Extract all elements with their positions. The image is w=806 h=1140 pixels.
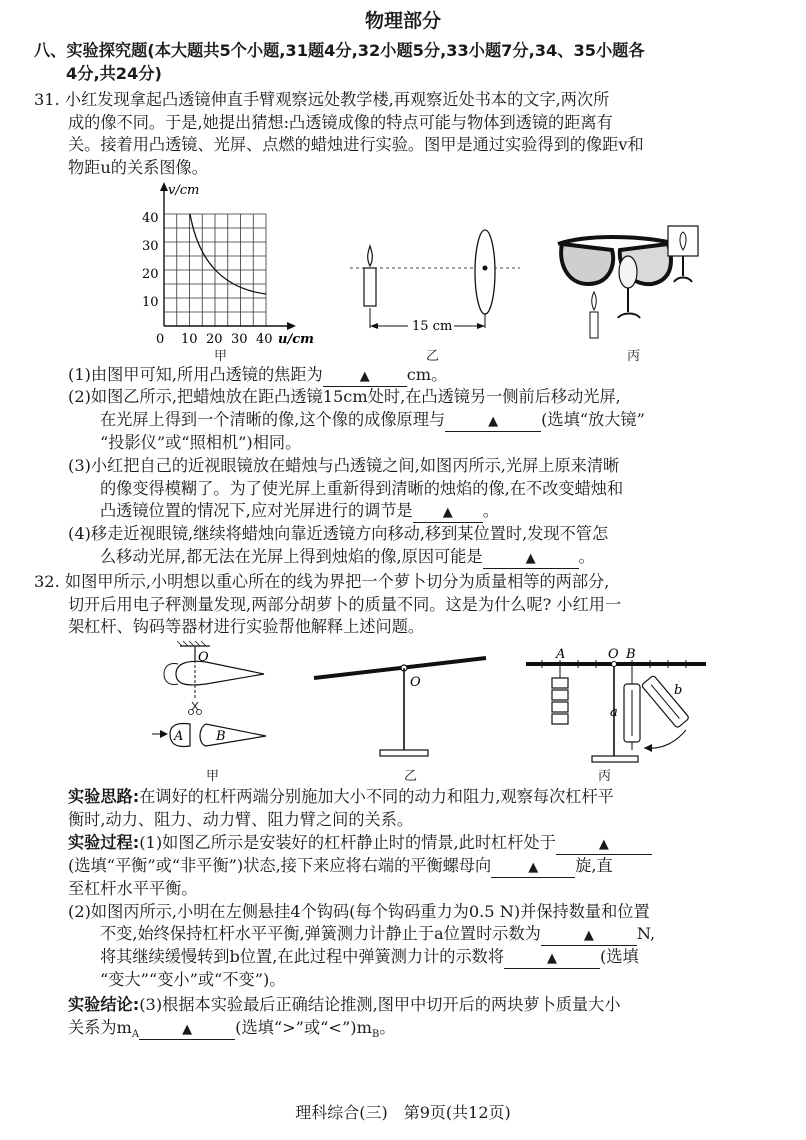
q32-conclusion: 实验结论:(3)根据本实验最后正确结论推测,图甲中切开后的两块萝卜质量大小 关系为$m_A$ ▲ (选填“>”或“$<”)m_B$。 — [68, 995, 621, 1040]
lens-small — [619, 256, 637, 288]
part-label-b: B — [216, 729, 226, 744]
hook-weights — [552, 678, 568, 724]
point-label-a: A — [556, 647, 566, 662]
x-tick-40: 40 — [256, 332, 273, 347]
figure-jia-vu-graph — [140, 180, 330, 350]
pivot-label-o: O — [198, 650, 209, 665]
part-label-a: A — [174, 729, 184, 744]
figure-yi-candle-lens — [350, 222, 530, 344]
q31-stem: 31. 小红发现拿起凸透镜伸直手臂观察远处教学楼,再观察近处书本的文字,两次所 成的像不同。于是,她提出猜想:凸透镜成像的特点可能与物体到透镜的距离有 关。接着用凸透镜、光屏、点燃的蜡烛进行实验。图甲是通过实验得到的像距v和 物距u的关系图像。 — [34, 90, 644, 177]
convex-lens — [475, 230, 495, 314]
candle-flame — [368, 246, 373, 266]
caption-bing: 丙 — [627, 349, 641, 364]
caption-jia: 甲 — [214, 349, 228, 364]
caption-jia: 甲 — [206, 769, 220, 784]
q31-part1: (1)由图甲可知,所用凸透镜的焦距为 ▲ cm。 — [68, 364, 788, 387]
scissors-icon — [192, 702, 198, 710]
candle-body — [364, 268, 376, 306]
q31-part4: (4)移走近视眼镜,继续将蜡烛向靠近透镜方向移动,移到某位置时,发现不管怎 么移动光屏,都无法在光屏上得到烛焰的像,原因可能是 ▲ 。 — [68, 523, 788, 569]
light-screen — [668, 226, 698, 256]
q32-thinking: 实验思路:在调好的杠杆两端分别施加大小不同的动力和阻力,观察每次杠杆平 衡时,动力、阻力、动力臂、阻力臂之间的关系。 — [68, 787, 614, 829]
x-tick-0: 0 — [156, 332, 165, 347]
y-tick-10: 10 — [142, 295, 159, 310]
caption-yi: 乙 — [426, 349, 440, 364]
figure-bing-glasses — [548, 214, 718, 344]
position-label-b: b — [674, 683, 683, 698]
q32-process: 实验过程:(1)如图乙所示是安装好的杠杆静止时的情景,此时杠杆处于 ▲ (选填“平衡”或“非平衡”)状态,接下来应将右端的平衡螺母向 ▲ 旋,直 至杠杆水平平衡。 (2)如图丙所示,小明在左侧悬挂4个钩码(每个钩码重力为0.5 N)并保持数量和位置 不变,始终保持杠杆水平平衡,弹簧测力计静止于a位置时示数为 ▲ N, 将其继续缓慢转到b位置,在此过程中弹簧测力计的示数将 ▲ (选填 “变大”“变小”或“不变”)。 — [68, 833, 656, 989]
pivot-label-o: O — [410, 675, 421, 690]
y-tick-20: 20 — [142, 267, 159, 282]
answer-blank[interactable]: ▲ — [445, 411, 541, 432]
carrot-part-b — [200, 724, 266, 746]
y-axis-label: v/cm — [168, 183, 200, 198]
figure-jia-carrot — [146, 640, 296, 760]
candle-body — [590, 312, 598, 338]
page-footer: 理科综合(三) 第9页(共12页) — [295, 1103, 511, 1122]
section-heading: 八、实验探究题(本大题共5个小题,31题4分,32小题5分,33小题7分,34、35小题各 4分,共24分) — [34, 41, 645, 83]
caption-bing: 丙 — [598, 769, 612, 784]
answer-blank[interactable]: ▲ — [491, 857, 575, 878]
candle-flame — [592, 292, 597, 310]
position-label-a: a — [610, 705, 618, 720]
x-axis-label: u/cm — [278, 332, 314, 347]
carrot-whole — [176, 661, 264, 685]
glasses-left-lens — [561, 244, 613, 284]
x-tick-30: 30 — [231, 332, 248, 347]
figure-bing-lever-scale — [522, 644, 712, 770]
q32-stem: 32. 如图甲所示,小明想以重心所在的线为界把一个萝卜切分为质量相等的两部分, 切开后用电子秤测量发现,两部分胡萝卜的质量不同。这是为什么呢? 小红用一 架杠杆、钩码等器材进行实验帮他解释上述问题。 — [34, 572, 622, 636]
pivot-label-o: O — [608, 647, 619, 662]
answer-blank[interactable]: ▲ — [323, 366, 407, 387]
q31-part2: (2)如图乙所示,把蜡烛放在距凸透镜15cm处时,在凸透镜另一侧前后移动光屏, 在光屏上得到一个清晰的像,这个像的成像原理与 ▲ (选填“放大镜” “投影仪”或“照相机”)相同。 — [68, 387, 645, 452]
answer-blank[interactable]: ▲ — [413, 502, 483, 523]
answer-blank[interactable]: ▲ — [504, 948, 600, 969]
point-label-b: B — [626, 647, 636, 662]
y-tick-40: 40 — [142, 211, 159, 226]
caption-yi: 乙 — [404, 769, 418, 784]
answer-blank[interactable]: ▲ — [139, 1019, 235, 1040]
distance-label: 15 cm — [412, 319, 453, 334]
answer-blank[interactable]: ▲ — [483, 548, 579, 569]
x-tick-20: 20 — [206, 332, 223, 347]
page-title: 物理部分 — [364, 10, 441, 32]
q31-part3: (3)小红把自己的近视眼镜放在蜡烛与凸透镜之间,如图丙所示,光屏上原来清晰 的像变得模糊了。为了使光屏上重新得到清晰的烛焰的像,在不改变蜡烛和 凸透镜位置的情况下,应对光屏进行的调节是 ▲ 。 — [68, 455, 788, 523]
y-tick-30: 30 — [142, 239, 159, 254]
x-tick-10: 10 — [181, 332, 198, 347]
lever-bar — [314, 658, 486, 678]
answer-blank[interactable]: ▲ — [541, 925, 637, 946]
answer-blank[interactable]: ▲ — [556, 834, 652, 855]
figure-yi-lever — [310, 646, 490, 764]
